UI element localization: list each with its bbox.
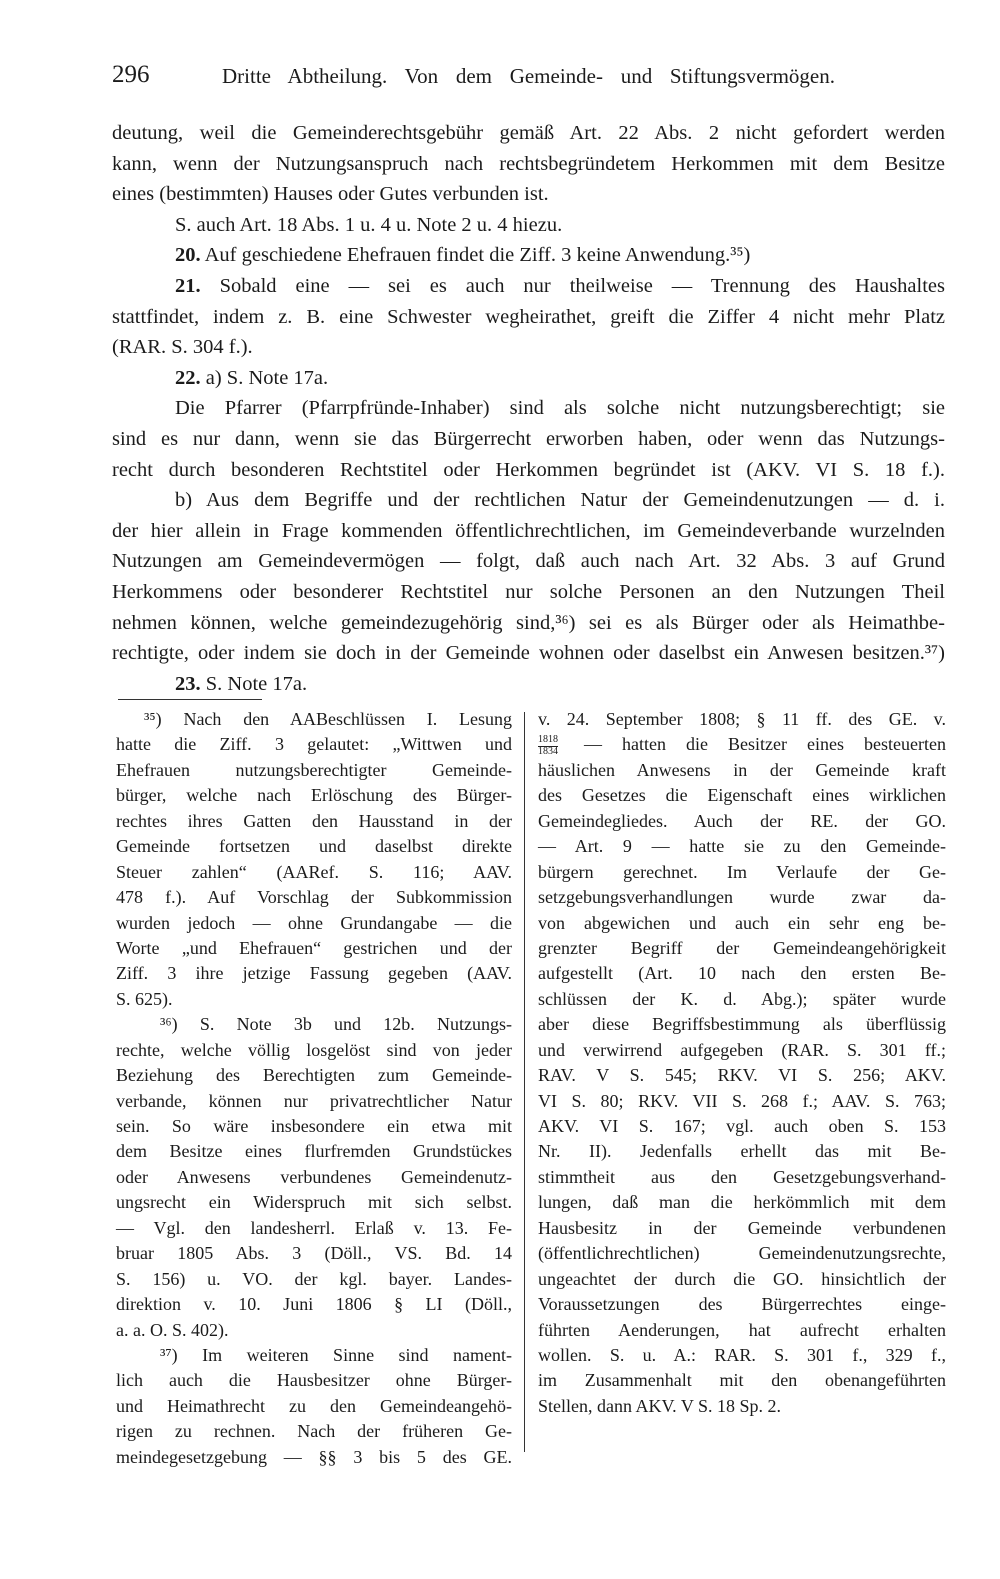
footnote-line: dem Besitze eines flurfremden Grundstückes xyxy=(116,1141,512,1162)
footnote-line: ³⁷) Im weiteren Sinne sind nament- xyxy=(160,1344,512,1365)
footnote-line: wollen. S. u. A.: RAR. S. 301 f., 329 f., xyxy=(538,1344,946,1365)
footnote-line: aufgestellt (Art. 10 nach den ersten Be- xyxy=(538,963,946,984)
footnotes-right-column xyxy=(538,707,946,1419)
body-line: b) Aus dem Begriffe und der rechtlichen Natur der Gemeindenutzungen — d. i. xyxy=(175,489,945,512)
footnote-line: sein. So wäre insbesondere ein etwa mit xyxy=(116,1116,512,1136)
body-line-numbered xyxy=(112,240,945,271)
footnote-line: Voraussetzungen des Bürgerrechtes einge- xyxy=(538,1294,946,1315)
body-line-numbered xyxy=(112,271,945,302)
body-line: stattfindet, indem z. B. eine Schwester wegheirathet, greift die Ziffer 4 nicht mehr Platz xyxy=(112,305,945,328)
fraction-numerator: 1818 xyxy=(538,734,558,746)
footnote-line: (öffentlichrechtlichen) Gemeindenutzungsrechte, xyxy=(538,1243,946,1264)
footnote-line: im Zusammenhalt mit den obenangeführten xyxy=(538,1370,946,1391)
item-number: 23. xyxy=(175,672,201,695)
footnote-line: Nr. II). Jedenfalls erhellt das mit Be- xyxy=(538,1141,946,1162)
footnote-line: von abgewichen und auch ein sehr eng be- xyxy=(538,912,946,933)
main-text xyxy=(112,118,945,699)
footnote-line: rechte, welche völlig losgelöst sind von jeder xyxy=(116,1039,512,1060)
footnote-line: Ehefrauen nutzungsberechtigter Gemeinde- xyxy=(116,759,512,780)
item-number: 20. xyxy=(175,244,201,267)
footnote-line: aber diese Begriffsbestimmung als überflüssig xyxy=(538,1014,946,1035)
page-number: 296 xyxy=(112,61,150,88)
footnote-line: rechtes ihres Gatten den Hausstand in der xyxy=(116,810,512,831)
body-line: nehmen können, welche gemeindezugehörig sind,³⁶) sei es als Bürger oder als Heimathbe- xyxy=(112,611,945,634)
footnotes-left-column xyxy=(116,707,512,1470)
footnote-line: bruar 1805 Abs. 3 (Döll., VS. Bd. 14 xyxy=(116,1243,512,1264)
footnote-line: Gemeinde fortsetzen und daselbst direkte xyxy=(116,836,512,857)
footnote-line: ungeachtet der durch die GO. hinsichtlich der xyxy=(538,1268,946,1289)
footnote-line: des Gesetzes die Eigenschaft eines wirklichen xyxy=(538,785,946,806)
footnote-line: und verwirrend aufgegeben (RAR. S. 301 ff.; xyxy=(538,1039,946,1060)
footnote-line: lungen, daß man die herkömmlich mit dem xyxy=(538,1192,946,1213)
body-line-numbered xyxy=(112,669,945,700)
body-line: recht durch besonderen Rechtstitel oder Herkommen begründet ist (AKV. VI S. 18 f.). xyxy=(112,458,945,481)
footnote-line: S. 625). xyxy=(116,988,173,1009)
body-line-numbered xyxy=(112,363,945,394)
body-line: S. auch Art. 18 Abs. 1 u. 4 u. Note 2 u. 4 hiezu. xyxy=(175,213,563,236)
footnote-separator xyxy=(118,699,262,700)
footnote-line: Worte „und Ehefrauen“ gestrichen und der xyxy=(116,937,512,958)
body-line: Nutzungen am Gemeindevermögen — folgt, daß auch nach Art. 32 Abs. 3 auf Grund xyxy=(112,550,945,573)
item-text: Sobald eine — sei es auch nur theilweise — Trennung des Haushaltes xyxy=(219,274,945,297)
footnote-line: a. a. O. S. 402). xyxy=(116,1319,229,1340)
body-line: der hier allein in Frage kommenden öffentlichrechtlichen, im Gemeindeverbande wurzelnden xyxy=(112,519,945,542)
footnote-line-fraction xyxy=(538,732,946,757)
footnote-line: v. 24. September 1808; § 11 ff. des GE. v. xyxy=(538,709,946,729)
footnote-line: setzgebungsverhandlungen wurde zwar da- xyxy=(538,887,946,908)
item-number: 21. xyxy=(175,274,201,297)
footnote-line: — Art. 9 — hatte sie zu den Gemeinde- xyxy=(538,836,946,857)
body-line: sind es nur dann, wenn sie das Bürgerrecht erworben haben, oder wenn das Nutzungs- xyxy=(112,427,945,450)
footnote-line: — Vgl. den landesherrl. Erlaß v. 13. Fe- xyxy=(116,1217,512,1238)
running-title: Dritte Abtheilung. Von dem Gemeinde- und Stiftungsvermögen. xyxy=(222,64,835,88)
footnote-line: bürgern gerechnet. Im Verlaufe der Ge- xyxy=(538,861,946,882)
footnote-line: ³⁶) S. Note 3b und 12b. Nutzungs- xyxy=(160,1014,512,1035)
item-number: 22. xyxy=(175,366,201,389)
footnote-line: grenzter Begriff der Gemeindeangehörigkeit xyxy=(538,937,946,958)
footnote-line: rigen zu rechnen. Nach der früheren Ge- xyxy=(116,1421,512,1442)
footnote-line: meindegesetzgebung — §§ 3 bis 5 des GE. xyxy=(116,1446,512,1467)
footnote-line: und Heimathrecht zu den Gemeindeangehö- xyxy=(116,1395,512,1416)
footnote-line: S. 156) u. VO. der kgl. bayer. Landes- xyxy=(116,1268,512,1289)
footnote-line: führten Aenderungen, hat aufrecht erhalten xyxy=(538,1319,946,1340)
footnote-line: Hausbesitz in der Gemeinde verbundenen xyxy=(538,1217,946,1238)
footnote-line: direktion v. 10. Juni 1806 § LI (Döll., xyxy=(116,1294,512,1315)
body-line: Die Pfarrer (Pfarrpfründe-Inhaber) sind als solche nicht nutzungsberechtigt; sie xyxy=(175,397,945,420)
fraction-denominator: 1834 xyxy=(538,746,558,758)
year-fraction xyxy=(538,735,558,757)
item-text: Auf geschiedene Ehefrauen findet die Ziff. 3 keine Anwendung.³⁵) xyxy=(204,244,751,267)
item-text: a) S. Note 17a. xyxy=(205,366,329,389)
body-line: deutung, weil die Gemeinderechtsgebühr gemäß Art. 22 Abs. 2 nicht gefordert werden xyxy=(112,122,945,144)
footnote-line: hatte die Ziff. 3 gelautet: „Wittwen und xyxy=(116,734,512,755)
footnote-line: RAV. V S. 545; RKV. VI S. 256; AKV. xyxy=(538,1065,946,1086)
footnote-line: lich auch die Hausbesitzer ohne Bürger- xyxy=(116,1370,512,1391)
footnote-text: — hatten die Besitzer eines besteuerten xyxy=(584,734,947,755)
footnote-line: 478 f.). Auf Vorschlag der Subkommission xyxy=(116,887,512,908)
item-text: S. Note 17a. xyxy=(205,672,308,695)
footnote-line: VI S. 80; RKV. VII S. 268 f.; AAV. S. 763; xyxy=(538,1090,946,1111)
footnote-line: AKV. VI S. 167; vgl. auch oben S. 153 xyxy=(538,1116,946,1136)
body-line: (RAR. S. 304 f.). xyxy=(112,336,253,359)
footnote-line: Ziff. 3 ihre jetzige Fassung gegeben (AAV. xyxy=(116,963,512,984)
footnote-line: ungsrecht ein Widerspruch mit sich selbst. xyxy=(116,1192,512,1213)
footnote-line: verbande, können nur privatrechtlicher Natur xyxy=(116,1090,512,1111)
column-divider xyxy=(524,712,525,1452)
footnote-line: Gemeindegliedes. Auch der RE. der GO. xyxy=(538,810,946,831)
footnote-line: ³⁵) Nach den AABeschlüssen I. Lesung xyxy=(144,709,512,729)
footnote-line: wurden jedoch — ohne Grundangabe — die xyxy=(116,912,512,933)
footnote-line: Stellen, dann AKV. V S. 18 Sp. 2. xyxy=(538,1395,782,1416)
footnote-line: Beziehung des Berechtigten zum Gemeinde- xyxy=(116,1065,512,1086)
footnote-line: stimmtheit aus den Gesetzgebungsverhand- xyxy=(538,1166,946,1187)
footnote-line: bürger, welche nach Erlöschung des Bürger- xyxy=(116,785,512,806)
body-line: Herkommens oder besonderer Rechtstitel nur solche Personen an den Nutzungen Theil xyxy=(112,580,945,603)
footnote-line: oder Anwesens verbundenes Gemeindenutz- xyxy=(116,1166,512,1187)
footnote-line: schlüssen der K. d. Abg.); später wurde xyxy=(538,988,946,1009)
footnote-line: Steuer zahlen“ (AARef. S. 116; AAV. xyxy=(116,861,512,882)
body-line: rechtigte, oder indem sie doch in der Gemeinde wohnen oder daselbst ein Anwesen besitzen.³⁷) xyxy=(112,642,945,665)
footnote-line: häuslichen Anwesens in der Gemeinde kraft xyxy=(538,759,946,780)
body-line: eines (bestimmten) Hauses oder Gutes verbunden ist. xyxy=(112,183,549,206)
body-line: kann, wenn der Nutzungsanspruch nach rechtsbegründetem Herkommen mit dem Besitze xyxy=(112,152,945,175)
